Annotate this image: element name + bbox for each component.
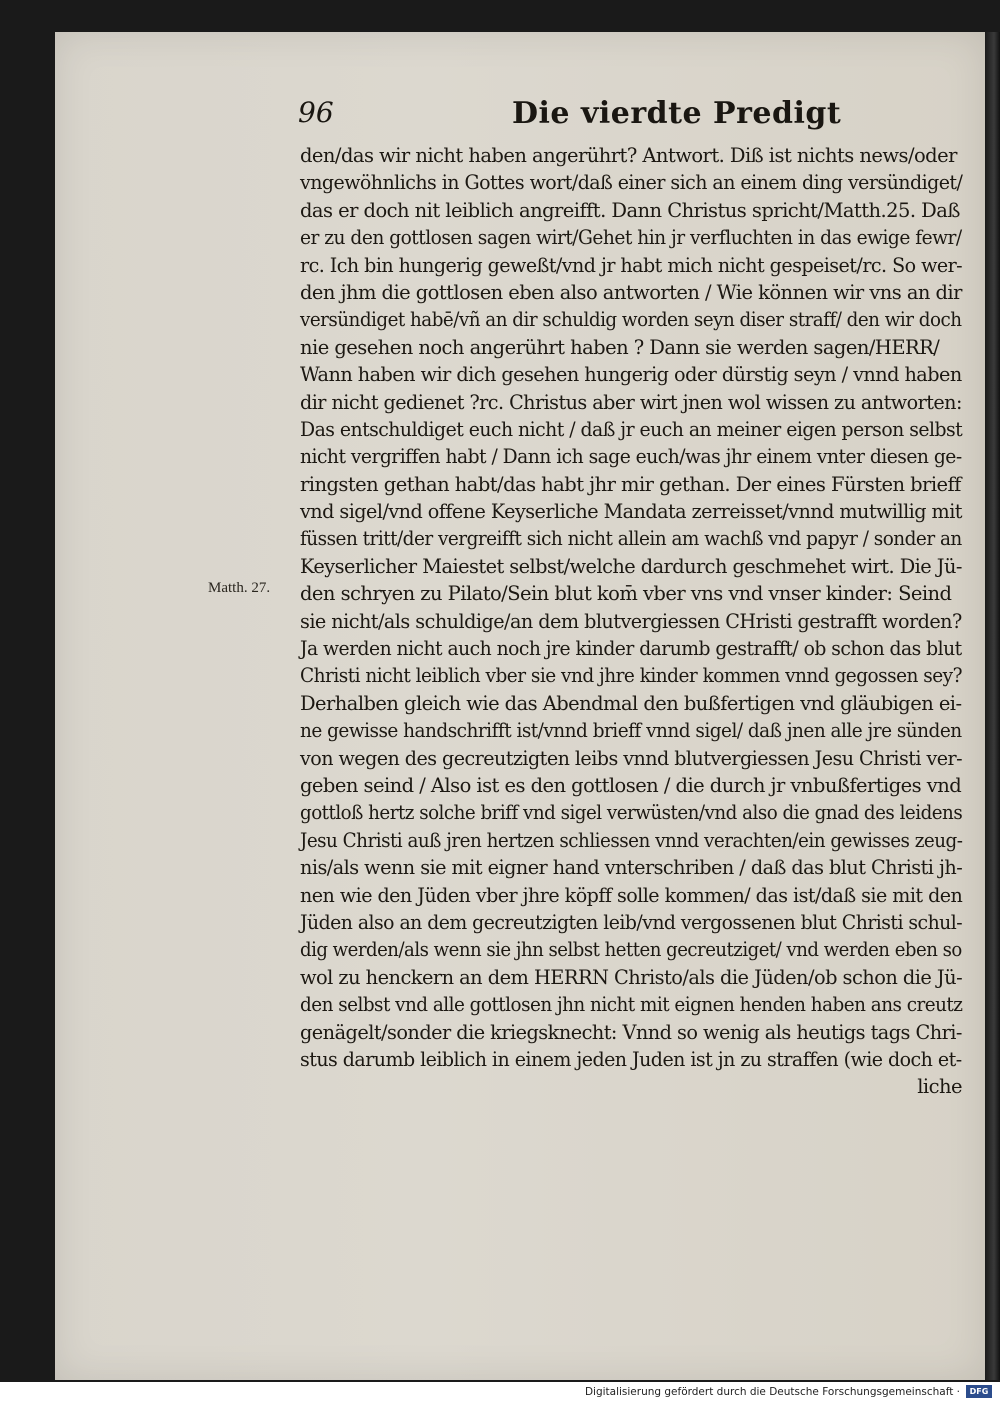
- text-line: den/das wir nicht haben angerührt? Antwort. Diß ist nichts news/oder: [300, 144, 957, 167]
- text-line: Das entschuldiget euch nicht / daß jr euch an meiner eigen person selbst: [300, 417, 963, 441]
- text-line: versündiget habē/vñ an dir schuldig worden seyn diser straff/ den wir doch: [300, 308, 962, 332]
- text-line: Christi nicht leiblich vber sie vnd jhre kinder kommen vnnd gegossen sey?: [300, 664, 962, 688]
- text-line: vnd sigel/vnd offene Keyserliche Mandata zerreisset/vnnd mutwillig mit: [300, 500, 962, 524]
- page-number: 96: [298, 96, 334, 129]
- text-line: das er doch nit leiblich angreifft. Dann Christus spricht/Matth.25. Daß: [300, 198, 960, 222]
- text-line: den jhm die gottlosen eben also antworten / Wie können wir vns an dir: [300, 280, 962, 304]
- text-line: nie gesehen noch angerührt haben ? Dann sie werden sagen/HERR/: [300, 335, 940, 359]
- text-line: füssen tritt/der vergreifft sich nicht allein am wachß vnd papyr / sonder an: [300, 527, 962, 551]
- text-line: dir nicht gedienet ?rc. Christus aber wirt jnen wol wissen zu antworten:: [300, 390, 962, 414]
- text-line: dig werden/als wenn sie jhn selbst hetten gecreutziget/ vnd werden eben so: [300, 938, 962, 962]
- text-line: geben seind / Also ist es den gottlosen / die durch jr vnbußfertiges vnd: [300, 773, 962, 797]
- text-line: sie nicht/als schuldige/an dem blutvergiessen CHristi gestrafft worden?: [300, 609, 962, 633]
- text-line: Jesu Christi auß jren hertzen schliessen vnnd verachten/ein gewisses zeug-: [300, 828, 963, 852]
- text-line: ringsten gethan habt/das habt jhr mir gethan. Der eines Fürsten brieff: [300, 472, 961, 496]
- text-line: rc. Ich bin hungerig geweßt/vnd jr habt mich nicht gespeiset/rc. So wer-: [300, 253, 963, 277]
- text-line: den schryen zu Pilato/Sein blut kom̄ vber vns vnd vnser kinder: Seind: [300, 582, 952, 606]
- text-line: Wann haben wir dich gesehen hungerig oder dürstig seyn / vnnd haben: [300, 363, 962, 387]
- text-line: den selbst vnd alle gottlosen jhn nicht mit eignen henden haben ans creutz: [300, 993, 963, 1017]
- text-line: liche: [917, 1075, 962, 1099]
- text-line: genägelt/sonder die kriegsknecht: Vnnd so wenig als heutigs tags Chri-: [300, 1020, 962, 1044]
- dfg-logo: DFG: [966, 1385, 992, 1398]
- text-line: Keyserlicher Maiestet selbst/welche dardurch geschmehet wirt. Die Jü-: [300, 554, 962, 578]
- text-line: Ja werden nicht auch noch jre kinder darumb gestrafft/ ob schon das blut: [300, 637, 962, 661]
- running-head: Die vierdte Predigt: [512, 96, 842, 131]
- margin-note: Matth. 27.: [208, 580, 271, 596]
- text-line: Derhalben gleich wie das Abendmal den bußfertigen vnd gläubigen ei-: [300, 691, 962, 715]
- text-line: ne gewisse handschrifft ist/vnnd brieff vnnd sigel/ daß jnen alle jre sünden: [300, 719, 962, 743]
- text-line: stus darumb leiblich in einem jeden Juden ist jn zu straffen (wie doch et-: [300, 1047, 962, 1071]
- text-line: gottloß hertz solche briff vnd sigel verwüsten/vnd also die gnad des leidens: [300, 801, 963, 825]
- text-line: nis/als wenn sie mit eigner hand vnterschriben / daß das blut Christi jh-: [300, 856, 963, 880]
- text-line: vngewöhnlichs in Gottes wort/daß einer sich an einem ding versündiget/: [300, 171, 963, 195]
- page-edge-shadow: [985, 32, 1000, 1380]
- text-line: Jüden also an dem gecreutzigten leib/vnd vergossenen blut Christi schul-: [300, 910, 963, 934]
- text-line: nicht vergriffen habt / Dann ich sage euch/was jhr einem vnter diesen ge-: [300, 445, 962, 469]
- text-line: nen wie den Jüden vber jhre köpff solle kommen/ das ist/daß sie mit den: [300, 883, 963, 907]
- text-line: wol zu henckern an dem HERRN Christo/als die Jüden/ob schon die Jü-: [300, 965, 963, 989]
- text-line: er zu den gottlosen sagen wirt/Gehet hin jr verfluchten in das ewige fewr/: [300, 226, 962, 250]
- digitization-credit: Digitalisierung gefördert durch die Deutsche Forschungsgemeinschaft ·: [584, 1386, 960, 1398]
- text-line: von wegen des gecreutzigten leibs vnnd blutvergiessen Jesu Christi ver-: [300, 746, 963, 770]
- body-text: [300, 142, 962, 1101]
